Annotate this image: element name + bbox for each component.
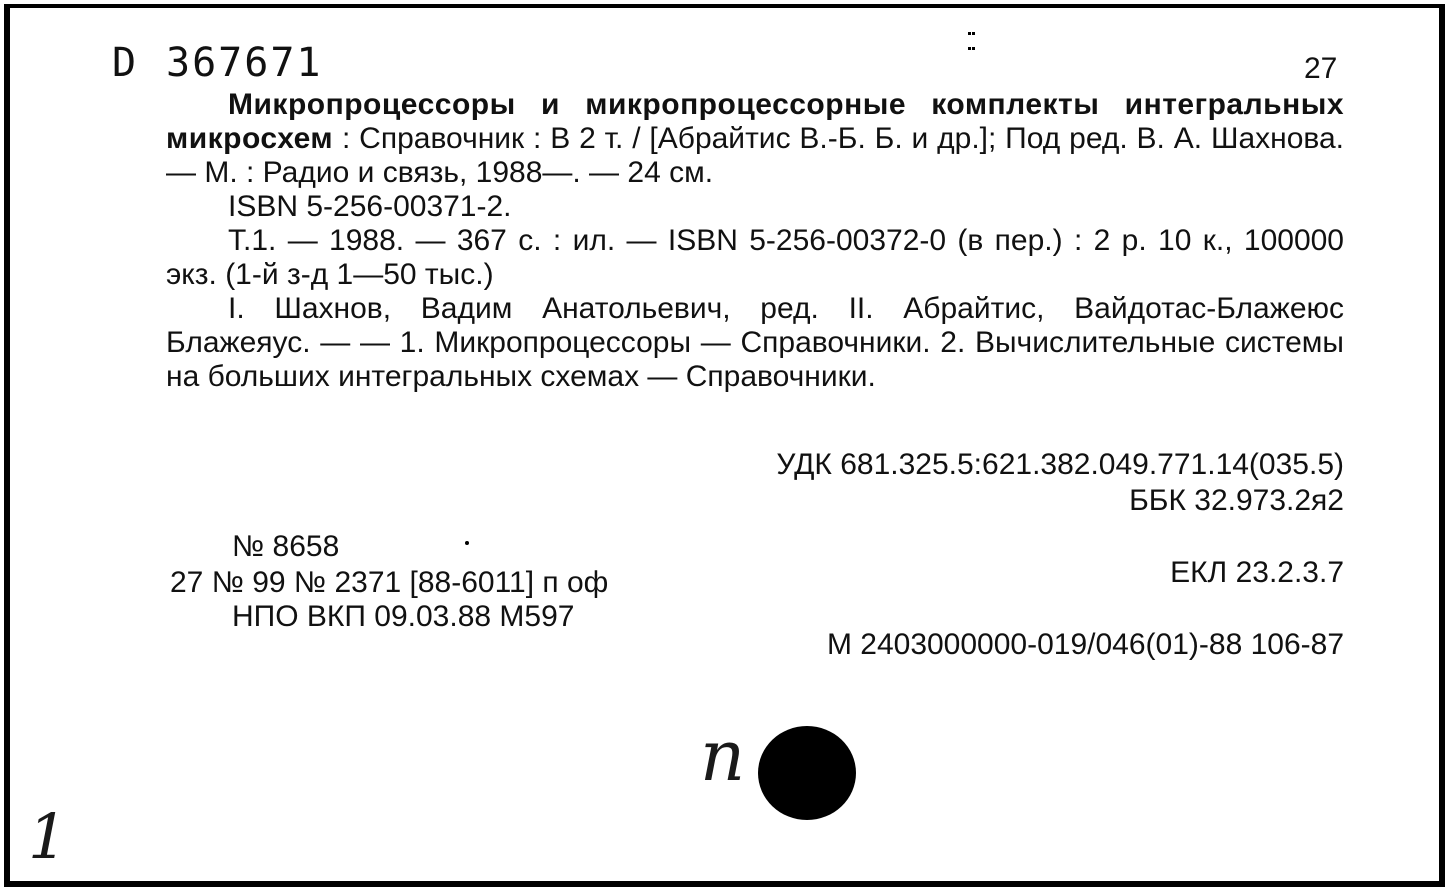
card-number: 27	[1304, 52, 1338, 85]
bibliographic-description	[166, 88, 1344, 394]
black-dot-stamp	[758, 726, 856, 820]
description-paragraph	[166, 88, 1344, 190]
udk-index: УДК 681.325.5:621.382.049.771.14(035.5)	[776, 448, 1344, 481]
order-number: № 8658	[232, 530, 340, 563]
publisher-info-line: НПО ВКП 09.03.88 М597	[232, 600, 575, 633]
handwritten-n: n	[700, 715, 746, 797]
author-mark-code: М 2403000000-019/046(01)-88 106-87	[826, 628, 1344, 661]
colon-mark	[968, 32, 972, 50]
tracings: I. Шахнов, Вадим Анатольевич, ред. II. Абрайтис, Вайдотас-Блажеюс Блажеяус. — — 1. Микропроцессоры — Справочники. 2. Вычислительные системы на больших интегральных схемах — Справочники.	[166, 292, 1344, 393]
handwritten-1: 1	[28, 800, 68, 873]
ekl-index: ЕКЛ 23.2.3.7	[1170, 556, 1344, 589]
isbn-line: ISBN 5-256-00371-2.	[228, 190, 512, 223]
description-rest: : Справочник : В 2 т. / [Абрайтис В.-Б. Б. и др.]; Под ред. В. А. Шахнова. — М. : Радио и связь, 1988—. — 24 см.	[166, 122, 1344, 189]
call-number: 367671	[166, 40, 323, 86]
call-letter: D	[112, 40, 137, 86]
volume-line: Т.1. — 1988. — 367 с. : ил. — ISBN 5-256-00372-0 (в пер.) : 2 р. 10 к., 100000 экз. (1-й з-д 1—50 тыс.)	[166, 224, 1344, 291]
dot-mark	[465, 541, 469, 545]
bbk-index: ББК 32.973.2я2	[1129, 484, 1344, 517]
book-title: Микропроцессоры и микропроцессорные комплекты интегральных микросхем	[166, 88, 1344, 155]
print-info-line: 27 № 99 № 2371 [88-6011] п оф	[170, 566, 609, 599]
